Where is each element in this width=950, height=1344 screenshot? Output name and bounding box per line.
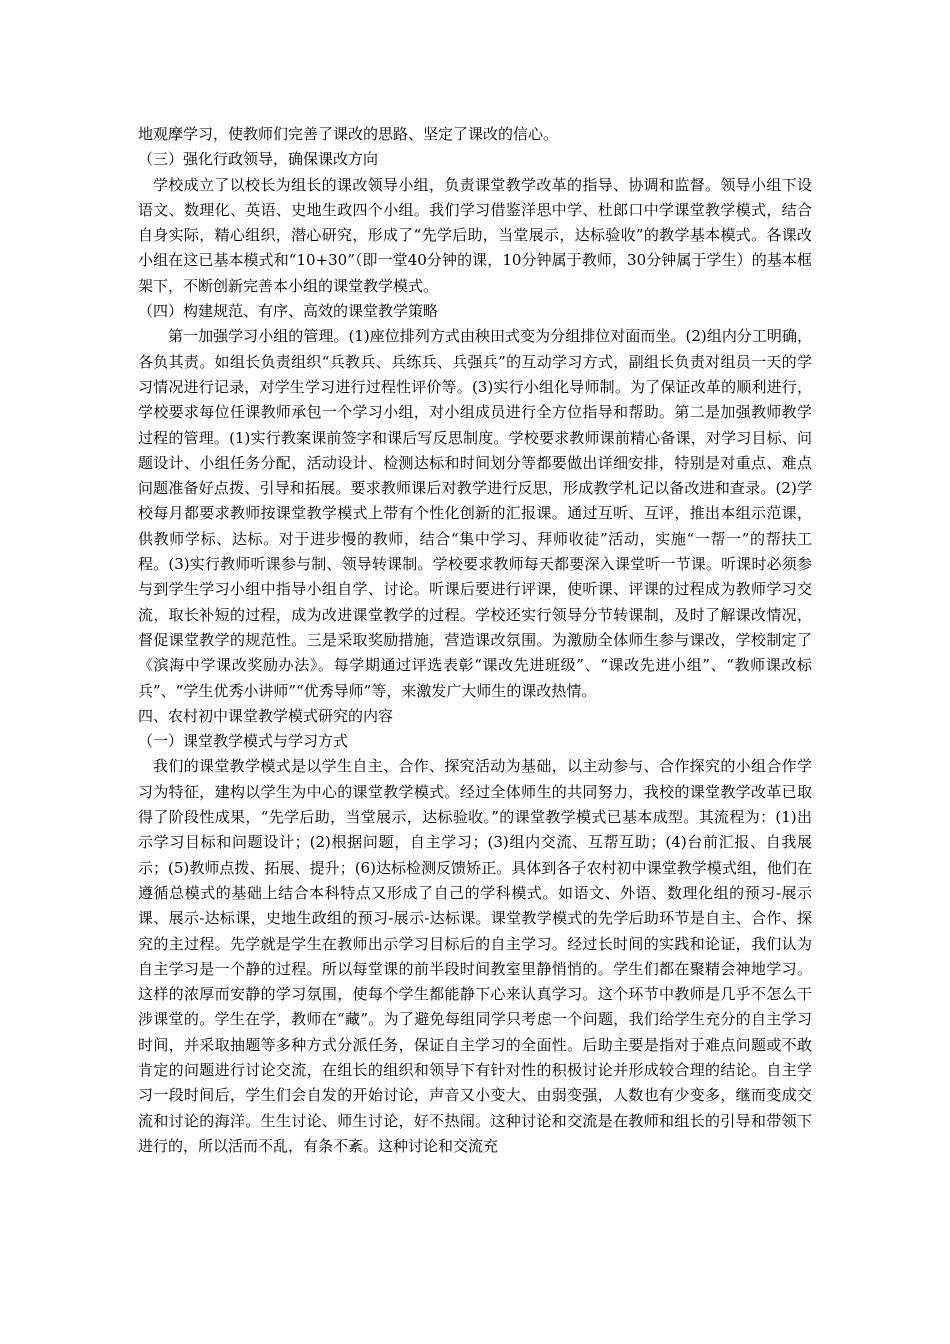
chapter-heading-research-content: 四、农村初中课堂教学模式研究的内容 (138, 706, 394, 725)
section-heading-administration: （三）强化行政领导，确保课改方向 (138, 150, 379, 169)
body-paragraph-teaching-mode: 我们的课堂教学模式是以学生自主、合作、探究活动为基础，以主动参与、合作探究的小组合作学习为特征，建构以学生为中心的课堂教学模式。经过全体师生的共同努力，我校的课堂教学改革已取得了阶段性成果，“先学后助，当堂展示，达标验收。”的课堂教学模式已基本成型。其流程为：(1)出示学习目标和问题设计；(2)根据问题，自主学习；(3)组内交流、互帮互助；(4)台前汇报、自我展示；(5)教师点拨、拓展、提升；(6)达标检测反馈矫正。具体到各子农村初中课堂教学模式组，他们在遵循总模式的基础上结合本科特点又形成了自己的学科模式。如语文、外语、数理化组的预习-展示课、展示-达标课，史地生政组的预习-展示-达标课。课堂教学模式的先学后助环节是自主、合作、探究的主过程。先学就是学生在教师出示学习目标后的自主学习。经过长时间的实践和论证，我们认为自主学习是一个静的过程。所以每堂课的前半段时间教室里静悄悄的。学生们都在聚精会神地学习。这样的浓厚而安静的学习氛围，使每个学生都能静下心来认真学习。这个环节中教师是几乎不怎么干涉课堂的。学生在学，教师在“藏”。为了避免每组同学只考虑一个问题，我们给学生充分的自主学习时间，并采取抽题等多种方式分派任务，保证自主学习的全面性。后助主要是指对于难点问题或不敢肯定的问题进行讨论交流，在组长的组织和领导下有针对性的积极讨论并形成较合理的结论。自主学习一段时间后，学生们会自发的开始讨论，声音又小变大、由弱变强，人数也有少变多，继而变成交流和讨论的海洋。生生讨论、师生讨论，好不热闹。这种讨论和交流是在教师和组长的引导和带领下进行的，所以活而不乱，有条不紊。这种讨论和交流充 (138, 757, 812, 1155)
section-heading-teaching-mode: （一）课堂教学模式与学习方式 (138, 732, 349, 751)
continuation-paragraph: 地观摩学习，使教师们完善了课改的思路、坚定了课改的信心。 (138, 125, 559, 143)
body-paragraph-strategy: 第一加强学习小组的管理。(1)座位排列方式由秧田式变为分组排位对面而坐。(2)组内分工明确，各负其责。如组长负责组织“兵教兵、兵练兵、兵强兵”的互动学习方式，副组长负责对组员一天的学习情况进行记录，对学生学习进行过程性评价等。(3)实行小组化导师制。为了保证改革的顺利进行，学校要求每位任课教师承包一个学习小组，对小组成员进行全方位指导和帮助。第二是加强教师教学过程的管理。(1)实行教案课前签字和课后写反思制度。学校要求教师课前精心备课，对学习目标、问题设计、小组任务分配，活动设计、检测达标和时间划分等都要做出详细安排，特别是对重点、难点问题准备好点拨、引导和拓展。要求教师课后对教学进行反思，形成教学札记以备改进和查录。(2)学校每月都要求教师按课堂教学模式上带有个性化创新的汇报课。通过互听、互评，推出本组示范课，供教师学标、达标。对于进步慢的教师，结合“集中学习、拜师收徒”活动，实施“一帮一”的帮扶工程。(3)实行教师听课参与制、领导转课制。学校要求教师每天都要深入课堂听一节课。听课时必须参与到学生学习小组中指导小组自学、讨论。听课后要进行评课，使听课、评课的过程成为教师学习交流，取长补短的过程，成为改进课堂教学的过程。学校还实行领导分节转课制，及时了解课改情况，督促课堂教学的规范性。三是采取奖励措施，营造课改氛围。为激励全体师生参与课改，学校制定了《滨海中学课改奖励办法》。每学期通过评选表彰“课改先进班级”、“课改先进小组”、“教师课改标兵”、“学生优秀小讲师”“优秀导师”等，来激发广大师生的课改热情。 (138, 327, 812, 700)
body-paragraph-leadership: 学校成立了以校长为组长的课改领导小组，负责课堂教学改革的指导、协调和监督。领导小组下设语文、数理化、英语、史地生政四个小组。我们学习借鉴洋思中学、杜郎口中学课堂教学模式，结合自身实际，精心组织，潜心研究，形成了“先学后助，当堂展示，达标验收”的教学基本模式。各课改小组在这已基本模式和“10+30”（即一堂40分钟的课，10分钟属于教师，30分钟属于学生）的基本框架下，不断创新完善本小组的课堂教学模式。 (138, 175, 812, 295)
section-heading-strategy: （四）构建规范、有序、高效的课堂教学策略 (138, 302, 439, 321)
